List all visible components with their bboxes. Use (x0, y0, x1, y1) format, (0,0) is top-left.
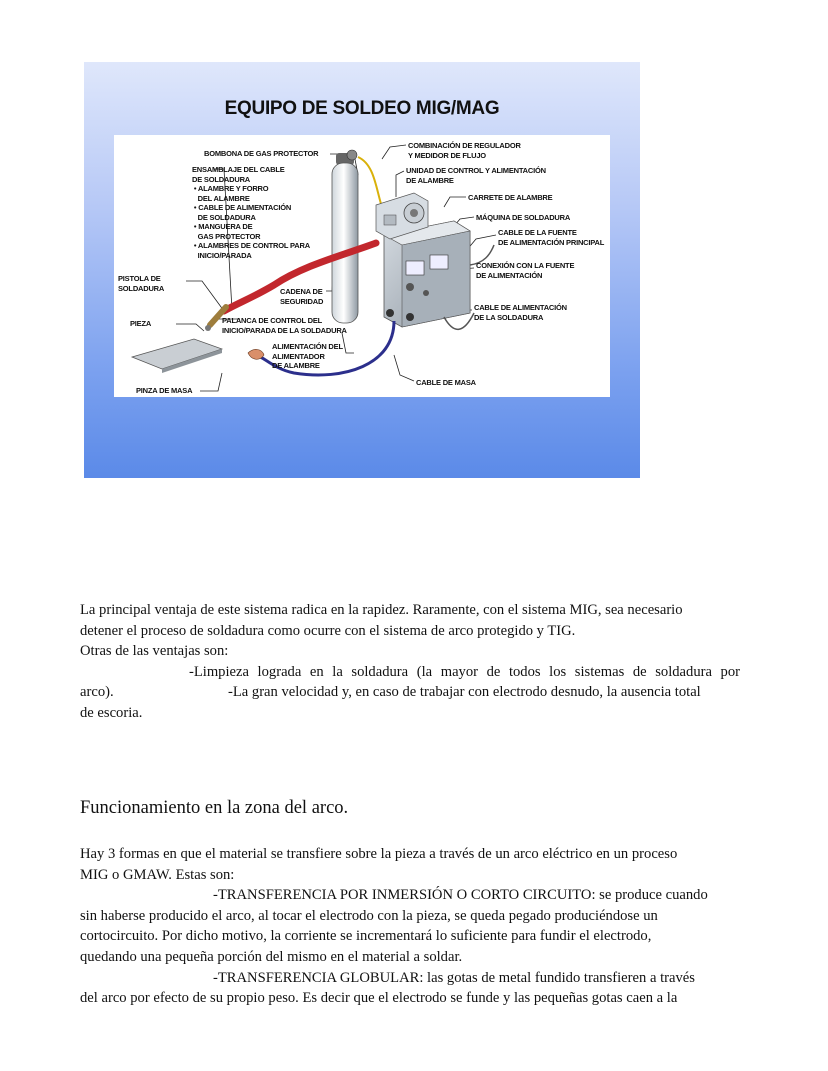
transfer-2-line1: -TRANSFERENCIA GLOBULAR: las gotas de metal fundido transfieren a través (213, 969, 695, 986)
label-alimentacion-alimentador: ALIMENTACIÓN DEL ALIMENTADOR DE ALAMBRE (272, 342, 343, 370)
advantages-section (80, 600, 740, 724)
label-combinacion: COMBINACIÓN DE REGULADOR Y MEDIDOR DE FLUJO (408, 141, 521, 160)
label-cable-alim-soldadura: CABLE DE ALIMENTACIÓN DE LA SOLDADURA (474, 303, 567, 322)
transfer-1-line1: -TRANSFERENCIA POR INMERSIÓN O CORTO CIRCUITO: se produce cuando (213, 887, 708, 904)
label-conexion: CONEXIÓN CON LA FUENTE DE ALIMENTACIÓN (476, 261, 575, 280)
section-heading: Funcionamiento en la zona del arco. (80, 798, 349, 818)
transfer-1-line2: sin haberse producido el arco, al tocar el electrodo con la pieza, se queda pegado produciéndose un (80, 907, 658, 924)
label-pistola: PISTOLA DE SOLDADURA (118, 274, 165, 293)
label-cable-fuente: CABLE DE LA FUENTE DE ALIMENTACIÓN PRINCIPAL (498, 228, 605, 247)
transfer-2-line2: del arco por efecto de su propio peso. Es decir que el electrodo se funde y las pequeñas gotas caen a la (80, 990, 678, 1007)
para3-line2: MIG o GMAW. Estas son: (80, 866, 235, 883)
advantage-2-cont: de escoria. (80, 704, 143, 721)
label-palanca: PALANCA DE CONTROL DEL INICIO/PARADA DE LA SOLDADURA (222, 316, 347, 335)
advantage-2: -La gran velocidad y, en caso de trabajar con electrodo desnudo, la ausencia total (228, 684, 701, 701)
para3-line1: Hay 3 formas en que el material se transfiere sobre la pieza a través de un arco eléctrico en un proceso (80, 846, 678, 862)
welding-equipment-diagram (114, 135, 610, 397)
para1-line2: detener el proceso de soldadura como ocurre con el sistema de arco protegido y TIG. (80, 622, 576, 639)
transfer-section (80, 844, 740, 1009)
label-unidad: UNIDAD DE CONTROL Y ALIMENTACIÓN DE ALAMBRE (406, 166, 546, 185)
label-ensamblaje: ENSAMBLAJE DEL CABLE DE SOLDADURA • ALAMBRE Y FORRO DEL ALAMBRE • CABLE DE ALIMENTACIÓN DE SOLDADURA • MANGUERA DE GAS PROTECTOR • ALAMBRES DE CONTROL PARA INICIO/PARADA (192, 165, 310, 260)
figure-title: EQUIPO DE SOLDEO MIG/MAG (224, 98, 500, 119)
transfer-1-line3: cortocircuito. Por dicho motivo, la corriente se incrementará lo suficiente para fundir el electrodo, (80, 928, 652, 945)
para2: Otras de las ventajas son: (80, 643, 229, 660)
mig-mag-equipment-figure (84, 62, 640, 478)
transfer-1-line4: quedando una pequeña porción del mismo en el material a soldar. (80, 948, 463, 965)
label-carrete: CARRETE DE ALAMBRE (468, 193, 553, 202)
label-pinza: PINZA DE MASA (136, 386, 193, 395)
para1-line1: La principal ventaja de este sistema radica en la rapidez. Raramente, con el sistema MIG, sea necesario (80, 602, 683, 618)
label-bombona: BOMBONA DE GAS PROTECTOR (204, 149, 319, 158)
label-cable-masa: CABLE DE MASA (416, 378, 476, 387)
label-pieza: PIEZA (130, 319, 152, 328)
advantage-1: -Limpieza lograda en la soldadura (la mayor de todos los sistemas de soldadura por (189, 663, 740, 680)
label-maquina: MÁQUINA DE SOLDADURA (476, 213, 571, 222)
advantage-1-cont: arco). (80, 684, 114, 701)
label-cadena: CADENA DE SEGURIDAD (280, 287, 324, 306)
